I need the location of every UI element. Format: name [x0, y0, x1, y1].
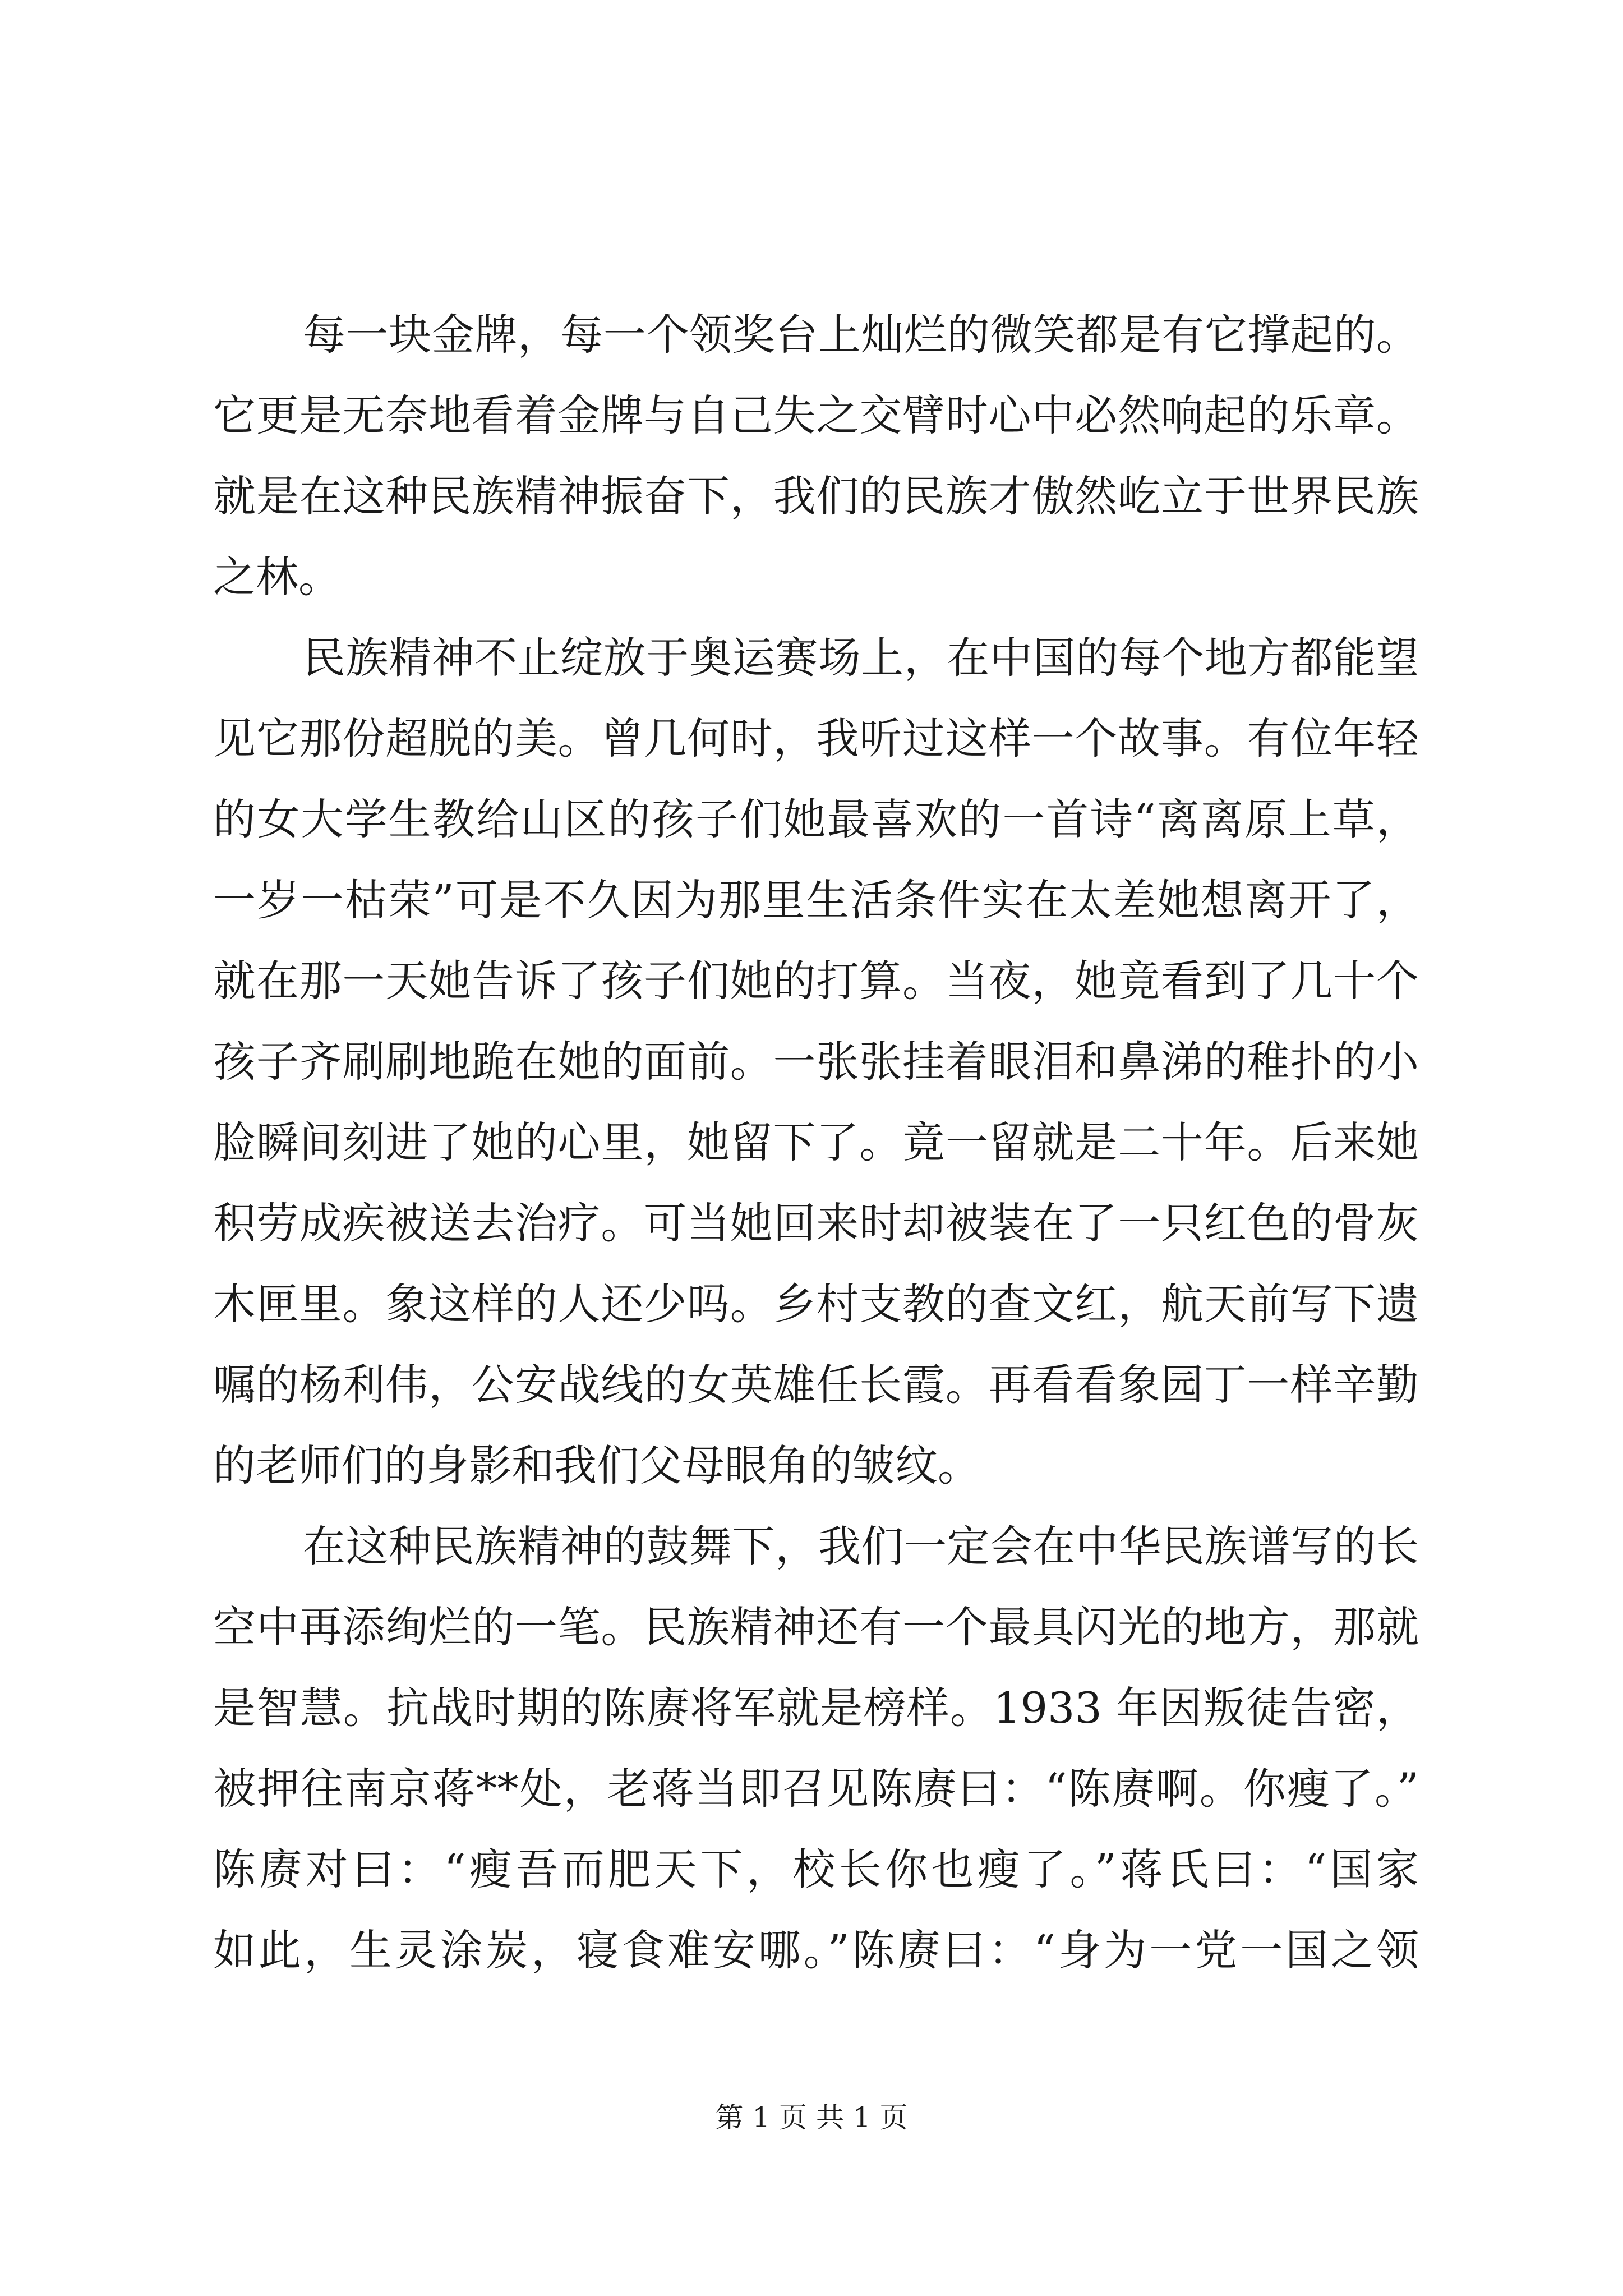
paragraph-2-line-9: 木匣里。象这样的人还少吗。乡村支教的查文红，航天前写下遗 [213, 1279, 1419, 1329]
paragraph-1-line-3: 就是在这种民族精神振奋下，我们的民族才傲然屹立于世界民族 [213, 471, 1419, 521]
paragraph-2-line-3: 的女大学生教给山区的孩子们她最喜欢的一首诗“离离原上草， [213, 794, 1419, 844]
paragraph-2-line-8: 积劳成疾被送去治疗。可当她回来时却被装在了一只红色的骨灰 [213, 1198, 1419, 1248]
paragraph-2-line-6: 孩子齐刷刷地跪在她的面前。一张张挂着眼泪和鼻涕的稚扑的小 [213, 1037, 1419, 1087]
paragraph-2-line-7: 脸瞬间刻进了她的心里，她留下了。竟一留就是二十年。后来她 [213, 1117, 1419, 1167]
document-body [213, 295, 1419, 1991]
paragraph-3-line-2: 空中再添绚烂的一笔。民族精神还有一个最具闪光的地方，那就 [213, 1602, 1419, 1652]
paragraph-3-line-1: 在这种民族精神的鼓舞下，我们一定会在中华民族谱写的长 [303, 1521, 1419, 1571]
paragraph-3-line-5: 陈赓对曰：“瘦吾而肥天下，校长你也瘦了。”蒋氏曰：“国家 [213, 1844, 1419, 1894]
paragraph-2-line-11: 的老师们的身影和我们父母眼角的皱纹。 [213, 1441, 980, 1490]
paragraph-2-line-5: 就在那一天她告诉了孩子们她的打算。当夜，她竟看到了几十个 [213, 956, 1419, 1006]
paragraph-2-line-1: 民族精神不止绽放于奥运赛场上，在中国的每个地方都能望 [303, 633, 1419, 683]
paragraph-1-line-2: 它更是无奈地看着金牌与自己失之交臂时心中必然响起的乐章。 [213, 390, 1419, 440]
paragraph-1-line-4: 之林。 [213, 552, 341, 602]
paragraph-3-line-4: 被押往南京蒋**处，老蒋当即召见陈赓曰：“陈赓啊。你瘦了。” [213, 1764, 1419, 1814]
paragraph-1-line-1: 每一块金牌，每一个领奖台上灿烂的微笑都是有它撑起的。 [303, 310, 1419, 360]
paragraph-3-line-3: 是智慧。抗战时期的陈赓将军就是榜样。1933 年因叛徒告密， [213, 1683, 1419, 1733]
paragraph-2-line-4: 一岁一枯荣”可是不久因为那里生活条件实在太差她想离开了， [213, 875, 1419, 925]
paragraph-3-line-6: 如此，生灵涂炭，寝食难安哪。”陈赓曰：“身为一党一国之领 [213, 1925, 1419, 1975]
page-number-footer: 第 1 页 共 1 页 [715, 2101, 908, 2134]
paragraph-2-line-2: 见它那份超脱的美。曾几何时，我听过这样一个故事。有位年轻 [213, 714, 1419, 763]
paragraph-2-line-10: 嘱的杨利伟，公安战线的女英雄任长霞。再看看象园丁一样辛勤 [213, 1360, 1419, 1410]
